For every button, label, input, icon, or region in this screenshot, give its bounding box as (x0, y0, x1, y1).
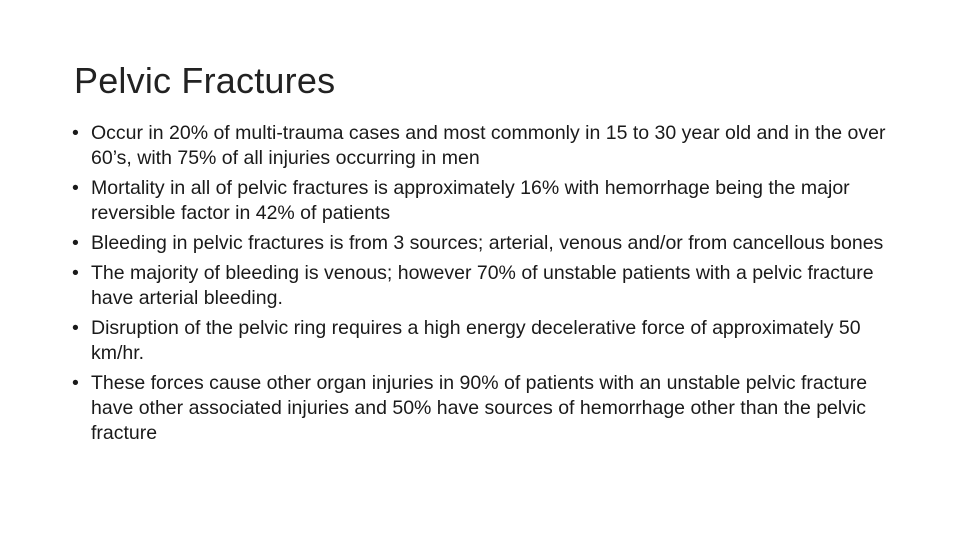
bullet-marker: • (72, 372, 79, 394)
bullet-text: Occur in 20% of multi-trauma cases and most commonly in 15 to 30 year old and in the over 60’s, with 75% of all injuries occurring in men (91, 122, 886, 169)
bullet-marker: • (72, 317, 79, 339)
bullet-text: These forces cause other organ injuries in 90% of patients with an unstable pelvic fracture have other associated injuries and 50% have sources of hemorrhage other than the pelvic fracture (91, 372, 868, 444)
bullet-item (72, 316, 887, 366)
bullet-marker: • (72, 177, 79, 199)
bullet-text: Mortality in all of pelvic fractures is approximately 16% with hemorrhage being the major reversible factor in 42% of patients (91, 177, 850, 224)
slide-title: Pelvic Fractures (74, 60, 336, 101)
bullet-marker: • (72, 122, 79, 144)
bullet-marker: • (72, 232, 79, 254)
bullet-item (72, 121, 887, 171)
bullet-list (72, 121, 887, 451)
bullet-item (72, 176, 887, 226)
bullet-text: The majority of bleeding is venous; however 70% of unstable patients with a pelvic fracture have arterial bleeding. (91, 262, 874, 309)
bullet-text: Bleeding in pelvic fractures is from 3 sources; arterial, venous and/or from cancellous bones (91, 232, 884, 254)
bullet-item (72, 231, 887, 256)
bullet-text: Disruption of the pelvic ring requires a high energy decelerative force of approximately 50 km/hr. (91, 317, 861, 364)
bullet-item (72, 371, 887, 446)
bullet-item (72, 261, 887, 311)
bullet-marker: • (72, 262, 79, 284)
